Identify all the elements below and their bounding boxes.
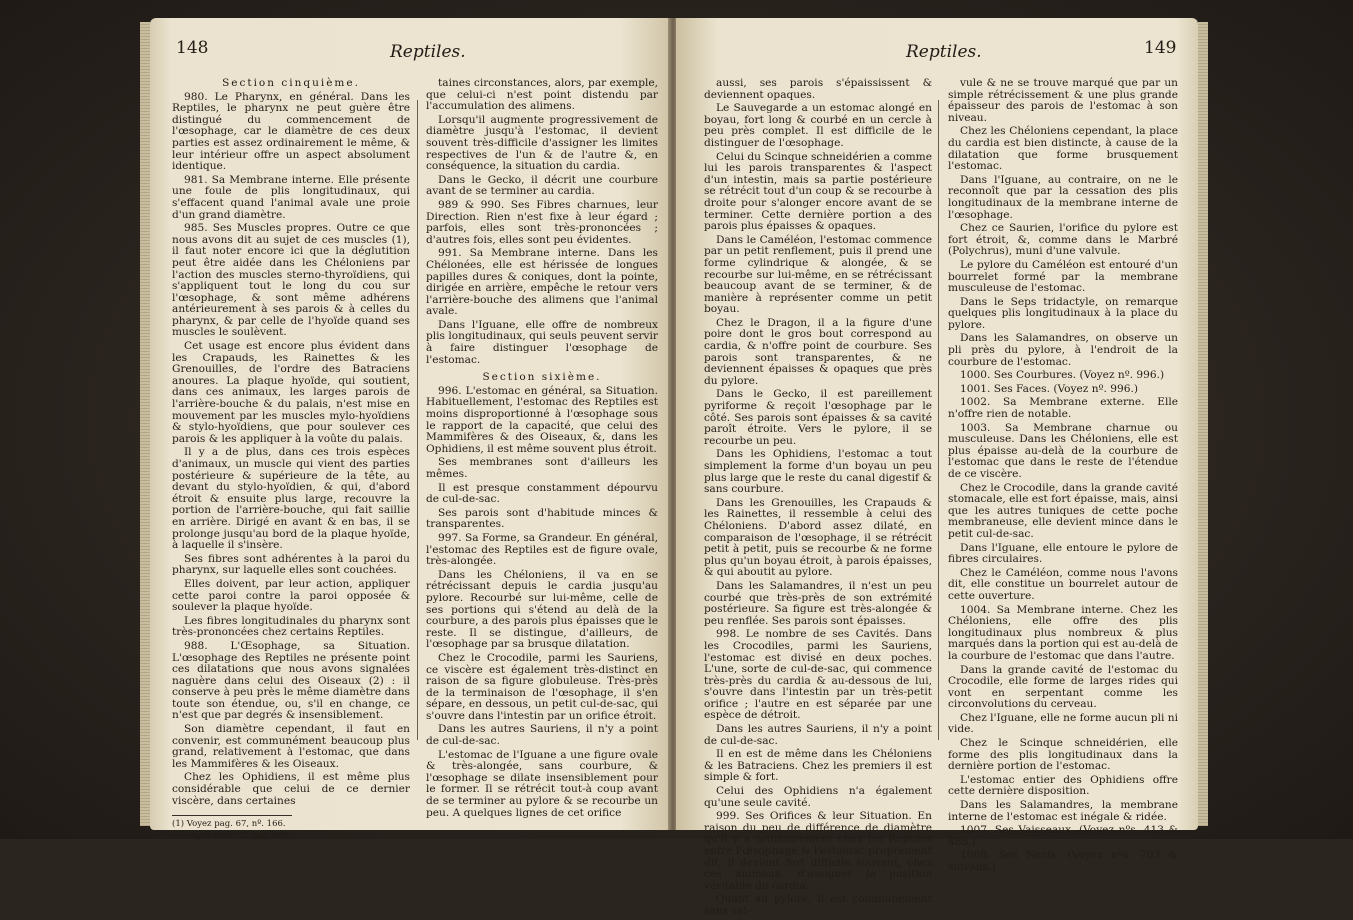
paragraph: 1008. Ses Nerfs. (Voyez nºs. 703 & suivans.) — [948, 849, 1178, 873]
left-column-1 — [172, 78, 410, 843]
paragraph: aussi, ses parois s'épaississent & deviennent opaques. — [704, 77, 932, 101]
paragraph: 999. Ses Orifices & leur Situation. En raison du peu de différence de diamètre qu'il y a ordinairement chez les Reptiles entre l'œsophage & l'estomac proprement dit, il devient fort difficile souvent, chez ces animaux, d'assigner la position véritable du cardia. — [704, 810, 932, 892]
paragraph: Dans les Salamandres, on observe un pli près du pylore, à l'endroit de la courbure de l'estomac. — [948, 332, 1178, 368]
footnote-rule — [172, 815, 292, 816]
paragraph: Ses membranes sont d'ailleurs les mêmes. — [426, 456, 658, 480]
paragraph: Les fibres longitudinales du pharynx sont très-prononcées chez certains Reptiles. — [172, 614, 410, 639]
paragraph: Lorsqu'il augmente progressivement de diamètre jusqu'à l'estomac, il devient souvent très-difficile d'assigner les limites respectives de l'un & de l'autre &, en conséquence, la situation du cardia. — [426, 113, 658, 173]
paragraph: Chez les Chéloniens cependant, la place du cardia est bien distincte, à cause de la dilatation que forme brusquement l'estomac. — [948, 125, 1178, 173]
left-page-edges — [140, 22, 150, 826]
paragraph: Cet usage est encore plus évident dans les Crapauds, les Rainettes & les Grenouilles, de l'ordre des Batraciens anoures. La plaque hyoïde, qui soutient, dans ces animaux, les larges parois de l'arrière-bouche & du palais, n'est mise en mouvement par les muscles mylo-hyoïdiens & stylo-hyoïdiens, que pour soulever ces parois & les appliquer à la voûte du palais. — [172, 340, 410, 445]
paragraph: Chez le Caméléon, comme nous l'avons dit, elle constitue un bourrelet autour de cette ouverture. — [948, 566, 1178, 602]
paragraph: 1000. Ses Courbures. (Voyez nº. 996.) — [960, 369, 1165, 382]
paragraph: Dans le Seps tridactyle, on remarque quelques plis longitudinaux à la place du pylore. — [948, 295, 1178, 331]
paragraph: taines circonstances, alors, par exemple, que celui-ci n'est point distendu par l'accumulation des alimens. — [426, 77, 658, 113]
paragraph: Dans le Gecko, il est pareillement pyriforme & reçoit l'œsophage par le côté. Ses parois sont épaisses & sa cavité paroît étroite. Vers le pylore, il se recourbe un peu. — [704, 388, 932, 447]
paragraph: Il en est de même dans les Chéloniens & les Batraciens. Chez les premiers il est simple & fort. — [704, 748, 932, 784]
paragraph: Celui du Scinque schneidérien a comme lui les parois transparentes & l'aspect d'un intestin, mais sa partie postérieure se rétrécit tout d'un coup & se recourbe à droite pour s'alonger encore avant de se terminer. Cette dernière portion a des parois plus épaisses & opaques. — [704, 150, 932, 233]
paragraph: 989 & 990. Ses Fibres charnues, leur Direction. Rien n'est fixe à leur égard ; parfois, elles sont très-prononcées ; d'autres fois, elles sont peu évidentes. — [426, 198, 658, 246]
paragraph: L'estomac entier des Ophidiens offre cette dernière disposition. — [948, 773, 1178, 798]
paragraph: 1007. Ses Vaisseaux. (Voyez nºs. 413 & 488.) — [948, 824, 1178, 848]
paragraph-list — [704, 78, 932, 918]
paragraph: Ses fibres sont adhérentes à la paroi du pharynx, sur laquelle elles sont couchées. — [172, 552, 410, 577]
paragraph: 985. Ses Muscles propres. Outre ce que nous avons dit au sujet de ces muscles (1), il faut noter encore ici que la déglutition peut être aidée dans les Chéloniens par l'action des muscles sterno-thyroïdiens, qui s'appliquent tout le long du cou sur l'œsophage, & sont même adhérens antérieurement à ses parois & à celles du pharynx, & par celle de l'hyoïde quand ses muscles le soulèvent. — [172, 222, 410, 339]
left-running-title: Reptiles. — [390, 42, 466, 62]
right-column-2 — [948, 78, 1178, 876]
paragraph: Son diamètre cependant, il faut en convenir, est communément beaucoup plus grand, relativement à l'estomac, que dans les Mammifères & les Oiseaux. — [172, 723, 410, 770]
paragraph: Dans les Ophidiens, l'estomac a tout simplement la forme d'un boyau un peu plus large que le reste du canal digestif & sans courbure. — [704, 448, 932, 496]
paragraph: 1003. Sa Membrane charnue ou musculeuse. Dans les Chéloniens, elle est plus épaisse au-delà de la courbure de l'estomac que dans le reste de l'étendue de ce viscère. — [948, 421, 1178, 480]
paragraph: L'estomac de l'Iguane a une figure ovale & très-alongée, sans courbure, & l'œsophage se dilate insensiblement pour le former. Il se rétrécit tout-à coup avant de se terminer au pylore & se recourbe un peu. A quelques lignes de cet orifice — [426, 748, 658, 819]
right-running-title: Reptiles. — [906, 42, 982, 62]
paragraph: Dans les autres Sauriens, il n'y a point de cul-de-sac. — [704, 723, 932, 747]
paragraph: Il y a de plus, dans ces trois espèces d'animaux, un muscle qui vient des parties postérieure & supérieure de la tête, au devant du stylo-hyoïdien, & qui, d'abord étroit & ensuite plus large, recouvre la portion de l'arrière-bouche, qui fait saillie en arrière. Dirigé en avant & en bas, il se prolonge jusqu'au bord de la plaque hyoïde, à laquelle il s'insère. — [172, 446, 410, 552]
paragraph: 1002. Sa Membrane externe. Elle n'offre rien de notable. — [948, 396, 1178, 421]
paragraph: Dans l'Iguane, elle offre de nombreux plis longitudinaux, qui seuls peuvent servir à faire distinguer l'œsophage de l'estomac. — [426, 318, 658, 366]
paragraph: 996. L'estomac en général, sa Situation. Habituellement, l'estomac des Reptiles est moins disproportionné à l'œsophage sous le rapport de la capacité, que celui des Mammifères & des Oiseaux, &, dans les Ophidiens, il est même souvent plus étroit. — [426, 384, 658, 455]
paragraph: 980. Le Pharynx, en général. Dans les Reptiles, le pharynx ne peut guère être distingué du commencement de l'œsophage, car le diamètre de ces deux parties est assez ordinairement le même, & leur intérieur offre un aspect absolument identique. — [172, 90, 410, 173]
paragraph: Ses parois sont d'habitude minces & transparentes. — [426, 506, 658, 531]
paragraph: Elles doivent, par leur action, appliquer cette paroi contre la paroi opposée & soulever la plaque hyoïde. — [172, 577, 410, 614]
paragraph: Dans les Salamandres, la membrane interne de l'estomac est inégale & ridée. — [948, 799, 1178, 823]
paragraph: Dans le Caméléon, l'estomac commence par un petit renflement, puis il prend une forme cylindrique & alongée, & se recourbe sur lui-même, en se rétrécissant beaucoup avant de se terminer, & de manière à représenter comme un petit boyau. — [704, 233, 932, 316]
paragraph: Il est presque constamment dépourvu de cul-de-sac. — [426, 481, 658, 506]
paragraph-list — [426, 78, 658, 366]
paragraph: Chez l'Iguane, elle ne forme aucun pli ni vide. — [948, 711, 1178, 736]
section-heading: Section cinquième. — [222, 77, 360, 89]
left-page — [150, 18, 672, 842]
paragraph: Dans l'Iguane, elle entoure le pylore de fibres circulaires. — [948, 541, 1178, 566]
paragraph-list — [172, 92, 410, 808]
paragraph: Le Sauvegarde a un estomac alongé en boyau, fort long & courbé en un cercle à peu près complet. Il est difficile de le distinguer de l'œsophage. — [704, 102, 932, 149]
paragraph: 1004. Sa Membrane interne. Chez les Chéloniens, elle offre des plis longitudinaux plus nombreux & plus marqués dans la portion qui est au-delà de la courbure de l'estomac que dans l'autre. — [948, 603, 1178, 662]
footnote-list — [172, 819, 410, 841]
paragraph: Dans les Chéloniens, il va en se rétrécissant depuis le cardia jusqu'au pylore. Recourbé sur lui-même, celle de ses portions qui s'étend au delà de la courbure, a des parois plus épaisses que le reste. Il se distingue, d'ailleurs, de l'œsophage par sa brusque dilatation. — [426, 568, 658, 651]
paragraph: Dans l'Iguane, au contraire, on ne le reconnoît que par la cessation des plis longitudinaux de la membrane interne de l'œsophage. — [948, 173, 1178, 221]
paragraph-list — [426, 386, 658, 819]
footnote: (1) Voyez pag. 67, nº. 166. — [172, 819, 286, 830]
right-page — [676, 18, 1198, 917]
right-column-1 — [704, 78, 932, 920]
paragraph: Dans les autres Sauriens, il n'y a point de cul-de-sac. — [426, 723, 658, 748]
paragraph: Chez ce Saurien, l'orifice du pylore est fort étroit, &, comme dans le Marbré (Polychrus), muni d'une valvule. — [948, 222, 1178, 258]
paragraph: vule & ne se trouve marqué que par un simple rétrécissement & une plus grande épaisseur des parois de l'estomac à son niveau. — [948, 77, 1178, 124]
paragraph: Chez le Scinque schneidérien, elle forme des plis longitudinaux dans la dernière portion de l'estomac. — [948, 737, 1178, 773]
right-page-edges — [1198, 22, 1208, 826]
left-column-2 — [426, 78, 658, 821]
paragraph: 988. L'Œsophage, sa Situation. L'œsophage des Reptiles ne présente point ces dilatations que nous avons signalées naguère dans celui des Oiseaux (2) : il conserve à peu près le même diamètre dans toute son étendue, ou, s'il en change, ce n'est que par degrés & insensiblement. — [172, 639, 410, 722]
paragraph: 981. Sa Membrane interne. Elle présente une foule de plis longitudinaux, qui s'effacent quand l'animal avale une proie d'un grand diamètre. — [172, 173, 410, 221]
section-heading: Section sixième. — [482, 371, 602, 384]
paragraph: Dans le Gecko, il décrit une courbure avant de se terminer au cardia. — [426, 173, 658, 198]
paragraph: 991. Sa Membrane interne. Dans les Chélonées, elle est hérissée de longues papilles dures & coniques, dont la pointe, dirigée en arrière, empêche le retour vers l'arrière-bouche des alimens que l'animal avale. — [426, 247, 658, 318]
paragraph: Chez le Dragon, il a la figure d'une poire dont le gros bout correspond au cardia, & n'offre point de courbure. Ses parois sont transparentes, & ne deviennent épaisses & opaques que près du pylore. — [704, 316, 932, 387]
paragraph: Dans les Salamandres, il n'est un peu courbé que très-près de son extrémité postérieure. Sa figure est très-alongée & peu renflée. Ses parois sont épaisses. — [704, 579, 932, 627]
column-rule — [938, 100, 939, 740]
paragraph: 997. Sa Forme, sa Grandeur. En général, l'estomac des Reptiles est de figure ovale, très-alongée. — [426, 531, 658, 568]
paragraph: Celui des Ophidiens n'a également qu'une seule cavité. — [704, 785, 932, 809]
paragraph: Chez le Crocodile, parmi les Sauriens, ce viscère est également très-distinct en raison de sa figure globuleuse. Très-près de la terminaison de l'œsophage, il s'en sépare, en dessous, un petit cul-de-sac, qui s'ouvre dans l'intestin par un orifice étroit. — [426, 651, 658, 722]
paragraph: 1001. Ses Faces. (Voyez nº. 996.) — [960, 382, 1138, 395]
paragraph: Quant au pylore, il est communément sans val- — [704, 893, 932, 917]
paragraph: Le pylore du Caméléon est entouré d'un bourrelet formé par la membrane musculeuse de l'estomac. — [948, 258, 1178, 295]
paragraph: Dans les Grenouilles, les Crapauds & les Rainettes, il ressemble à celui des Chéloniens. D'abord assez dilaté, en comparaison de l'œsophage, il se rétrécit petit à petit, puis se recourbe & ne forme plus qu'un boyau étroit, à parois épaisses, & qui aboutit au pylore. — [704, 496, 932, 579]
paragraph-list — [948, 78, 1178, 874]
paragraph: Chez le Crocodile, dans la grande cavité stomacale, elle est fort épaisse, mais, ainsi que les autres tuniques de cette poche membraneuse, elle devient mince dans le petit cul-de-sac. — [948, 481, 1178, 540]
footnote: (2) Voyez tom. III, pag. 633. — [172, 831, 292, 842]
paragraph: Dans la grande cavité de l'estomac du Crocodile, elle forme de larges rides qui vont en serpentant comme les circonvolutions du cerveau. — [948, 663, 1178, 711]
paragraph: Chez les Ophidiens, il est même plus considérable que celui de ce dernier viscère, dans certaines — [172, 771, 410, 807]
column-rule — [417, 100, 418, 740]
right-page-number: 149 — [1144, 38, 1177, 58]
left-page-number: 148 — [176, 38, 209, 58]
paragraph: 998. Le nombre de ses Cavités. Dans les Crocodiles, parmi les Sauriens, l'estomac est divisé en deux poches. L'une, sorte de cul-de-sac, qui commence très-près du cardia & au-dessous de lui, s'ouvre dans l'intestin par un très-petit orifice ; l'autre en est séparée par une espèce de détroit. — [704, 628, 932, 722]
